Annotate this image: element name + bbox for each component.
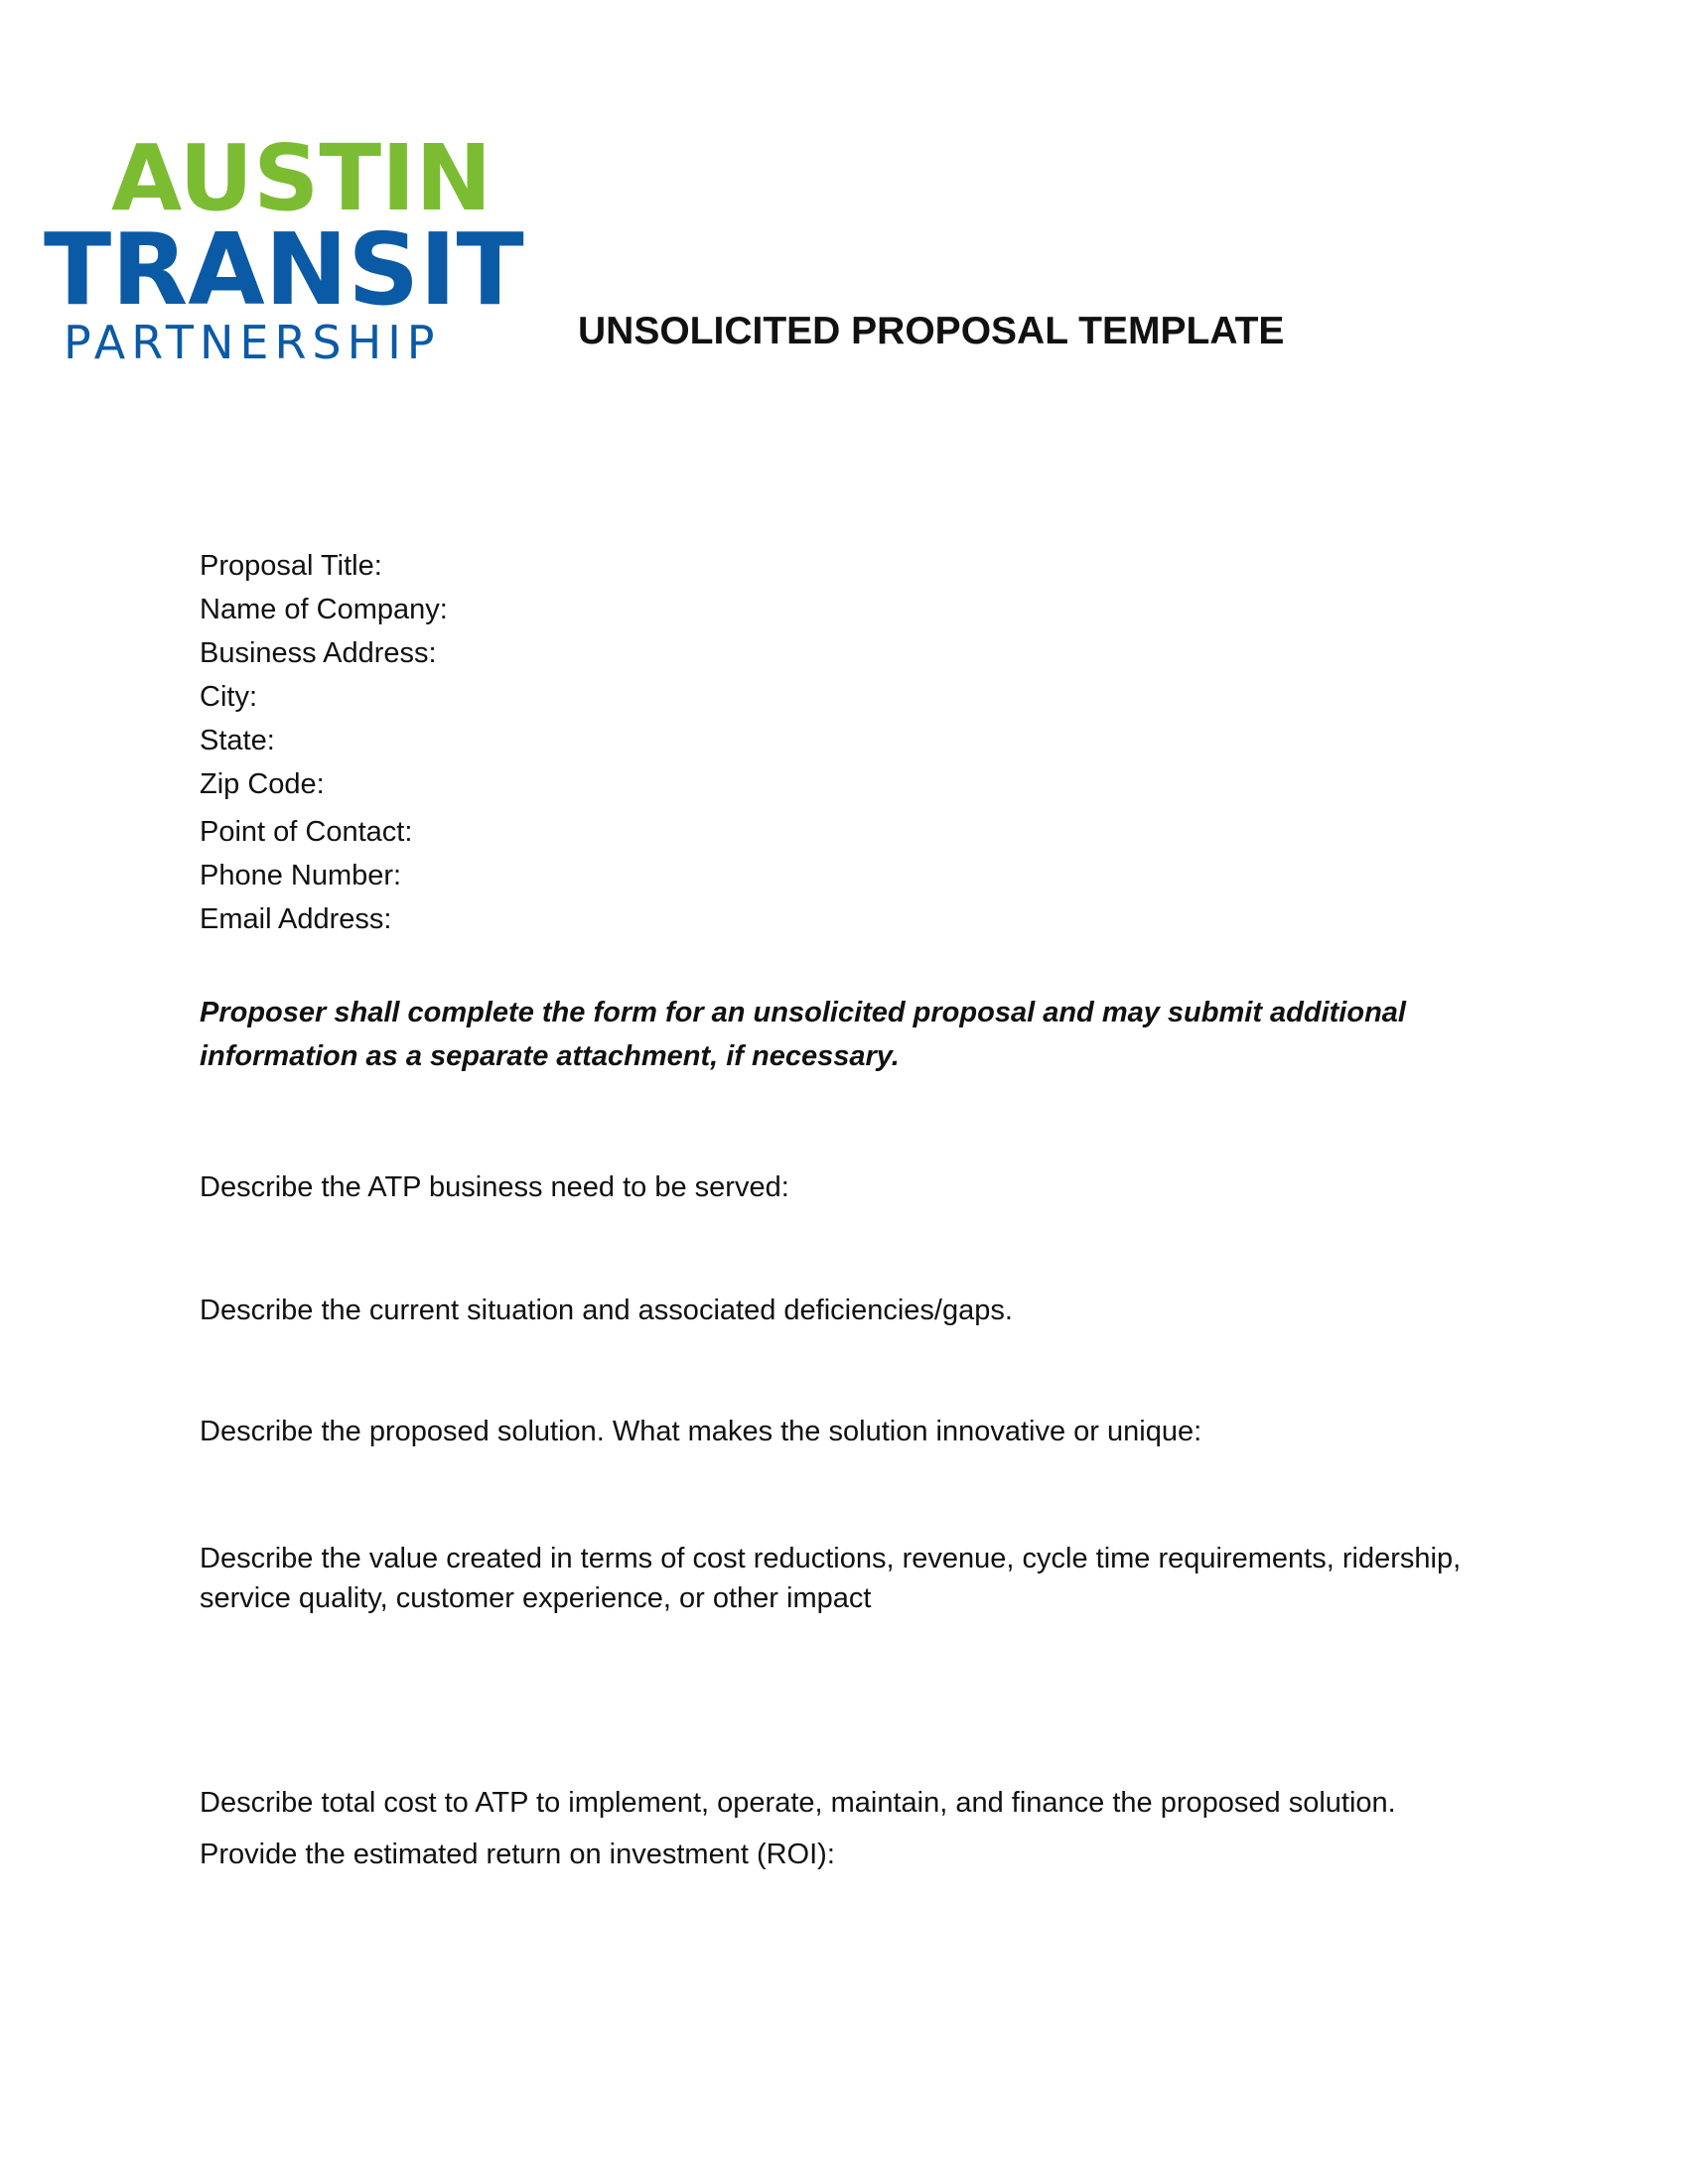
question-total-cost: Describe total cost to ATP to implement, operate, maintain, and finance the proposed solution. Provide the estimated return on investment (ROI):	[200, 1787, 1396, 1870]
question-business-need: Describe the ATP business need to be served:	[200, 1171, 789, 1203]
contact-fields	[200, 544, 1490, 941]
page-title: UNSOLICITED PROPOSAL TEMPLATE	[578, 310, 1285, 352]
instruction-text: Proposer shall complete the form for an unsolicited proposal and may submit additional information as a separate attachment, if necessary.	[200, 997, 1406, 1072]
field-label-proposal-title: Proposal Title:	[200, 550, 382, 582]
field-label-phone-number: Phone Number:	[200, 860, 402, 891]
logo-partnership-text: PARTNERSHIP	[64, 316, 441, 369]
austin-transit-partnership-logo	[44, 125, 524, 369]
question-current-situation: Describe the current situation and associated deficiencies/gaps.	[200, 1295, 1013, 1326]
field-label-email-address: Email Address:	[200, 903, 392, 935]
field-label-state: State:	[200, 725, 275, 756]
logo-austin-text: AUSTIN	[111, 125, 492, 231]
question-proposed-solution: Describe the proposed solution. What makes the solution innovative or unique:	[200, 1416, 1202, 1447]
field-label-city: City:	[200, 681, 257, 713]
field-label-zip-code: Zip Code:	[200, 768, 325, 800]
field-label-business-address: Business Address:	[200, 637, 437, 669]
field-label-company-name: Name of Company:	[200, 594, 448, 625]
question-value-created: Describe the value created in terms of cost reductions, revenue, cycle time requirements, ridership, service quality, customer experience, or other impact	[200, 1543, 1462, 1614]
field-label-point-of-contact: Point of Contact:	[200, 816, 413, 848]
logo-transit-text: TRANSIT	[44, 211, 524, 328]
